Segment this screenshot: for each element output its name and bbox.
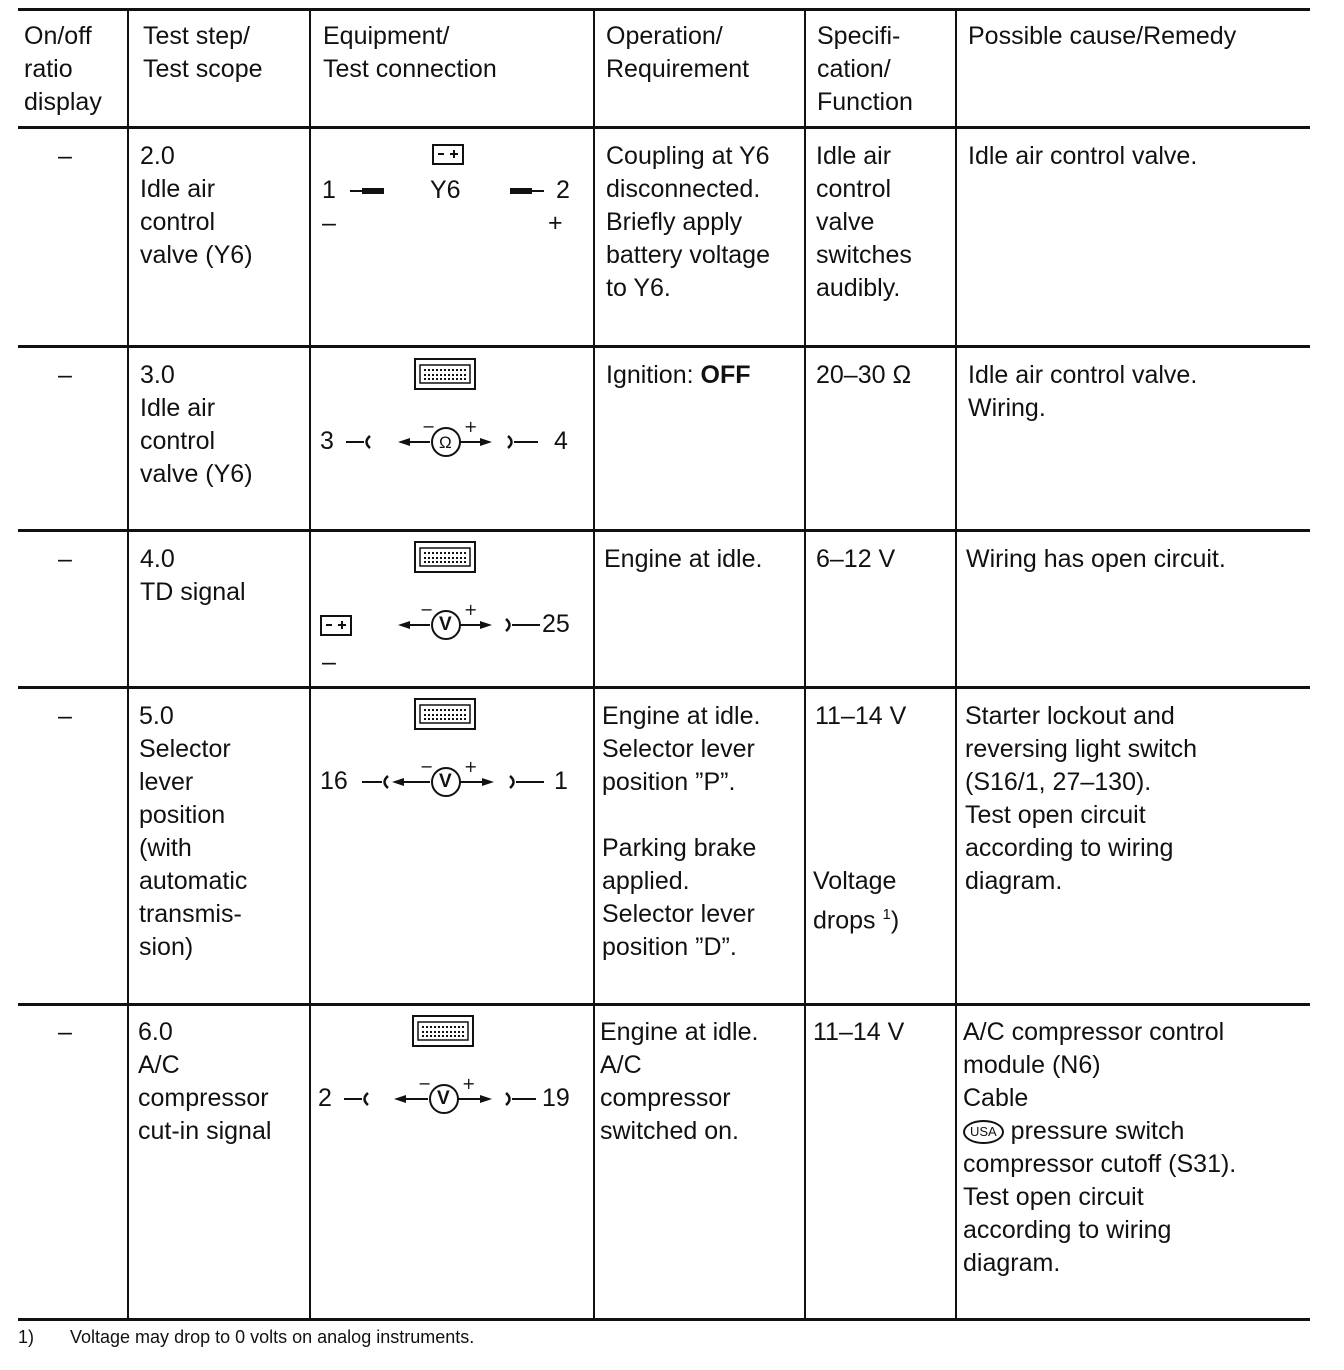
battery-icon — [432, 142, 464, 166]
specification: 11–14 V — [815, 702, 907, 730]
polarity-minus: – — [322, 209, 336, 237]
row-divider — [18, 1003, 1310, 1006]
pin-label: 19 — [542, 1084, 570, 1112]
svg-text:+: + — [464, 418, 478, 436]
svg-text:−: − — [420, 758, 434, 776]
test-step: 6.0 A/C compressor cut-in signal — [138, 1018, 272, 1145]
operation: Engine at idle. Selector lever position ”P”. Parking brake applied. Selector lever position ”D”. — [602, 702, 761, 961]
plug-connector-icon — [508, 186, 544, 196]
header-operation: Operation/ Requirement — [606, 22, 750, 83]
pin-label: 3 — [320, 427, 334, 455]
footnote-mark: 1) — [18, 1327, 35, 1347]
row-display: – — [58, 1018, 72, 1046]
connection-diagram — [312, 1007, 594, 1307]
pin-label: 16 — [320, 767, 348, 795]
operation: Coupling at Y6 disconnected. Briefly apply battery voltage to Y6. — [606, 142, 770, 302]
row-divider — [18, 686, 1310, 689]
svg-text:+: + — [464, 601, 478, 619]
svg-text:+: + — [462, 1075, 476, 1093]
battery-icon — [320, 613, 352, 637]
operation: Engine at idle. A/C compressor switched on. — [600, 1018, 759, 1145]
polarity-plus: + — [548, 209, 563, 237]
pin-label: 25 — [542, 610, 570, 638]
test-box-icon — [414, 541, 476, 573]
pin-label: 1 — [322, 176, 336, 204]
header-specification: Specifi- cation/ Function — [817, 22, 913, 116]
operation: Engine at idle. — [604, 545, 763, 573]
svg-text:+: + — [464, 758, 478, 776]
test-box-icon — [414, 698, 476, 730]
operation: Ignition: OFF — [606, 361, 751, 389]
specification: 6–12 V — [816, 545, 896, 573]
row-divider — [18, 529, 1310, 532]
connection-diagram — [312, 350, 594, 525]
row-display: – — [58, 702, 72, 730]
svg-text:−: − — [422, 418, 436, 436]
svg-text:−: − — [420, 601, 434, 619]
column-divider — [804, 8, 806, 1320]
test-box-icon — [414, 358, 476, 390]
column-divider — [955, 8, 957, 1320]
pin-label: 1 — [554, 767, 568, 795]
connection-diagram — [312, 533, 594, 683]
meter-symbol: V — [439, 771, 452, 792]
connection-diagram — [312, 690, 594, 1000]
voltmeter-probe-icon — [358, 758, 548, 802]
specification: Idle air control valve switches audibly. — [816, 142, 912, 302]
test-step: 4.0 TD signal — [140, 545, 246, 606]
pin-label: 2 — [318, 1084, 332, 1112]
remedy: Starter lockout and reversing light switch (S16/1, 27–130). Test open circuit according to wiring diagram. — [965, 702, 1198, 895]
remedy: Wiring has open circuit. — [966, 545, 1226, 573]
plug-connector-icon — [350, 186, 386, 196]
meter-symbol: V — [437, 1088, 450, 1109]
meter-symbol: V — [439, 614, 452, 635]
usa-badge: USA — [963, 1120, 1004, 1144]
footnote — [18, 1327, 474, 1348]
voltmeter-probe-icon — [394, 601, 544, 645]
specification: 20–30 Ω — [816, 361, 912, 389]
remedy: Idle air control valve. Wiring. — [968, 361, 1198, 422]
header-remedy: Possible cause/Remedy — [968, 22, 1237, 50]
meter-symbol: Ω — [439, 433, 452, 452]
svg-text:−: − — [418, 1075, 432, 1093]
component-label: Y6 — [430, 176, 461, 204]
header-display: On/off ratio display — [24, 22, 102, 116]
header-equipment: Equipment/ Test connection — [323, 22, 497, 83]
test-step: 2.0 Idle air control valve (Y6) — [140, 142, 253, 269]
row-display: – — [58, 361, 72, 389]
row-display: – — [58, 142, 72, 170]
connection-diagram — [312, 130, 594, 340]
test-step: 3.0 Idle air control valve (Y6) — [140, 361, 253, 488]
header-bottom-border — [18, 126, 1310, 129]
row-display: – — [58, 545, 72, 573]
test-step: 5.0 Selector lever position (with automatic transmis- sion) — [139, 702, 248, 961]
column-divider — [309, 8, 311, 1320]
pin-label: 2 — [556, 176, 570, 204]
specification-note: Voltage drops $^1$) — [813, 867, 900, 935]
column-divider — [127, 8, 129, 1320]
row-divider — [18, 345, 1310, 348]
test-box-icon — [412, 1015, 474, 1047]
table-top-border — [18, 8, 1310, 11]
remedy: Idle air control valve. — [968, 142, 1198, 170]
table-bottom-border — [18, 1318, 1310, 1321]
footnote-text: Voltage may drop to 0 volts on analog instruments. — [70, 1327, 475, 1347]
remedy: A/C compressor control module (N6) Cable USA pressure switch compressor cutoff (S31). Test open circuit according to wiring diagram. — [963, 1018, 1237, 1277]
specification: 11–14 V — [813, 1018, 905, 1046]
polarity-minus: – — [322, 648, 336, 676]
header-test-step: Test step/ Test scope — [143, 22, 263, 83]
pin-label: 4 — [554, 427, 568, 455]
